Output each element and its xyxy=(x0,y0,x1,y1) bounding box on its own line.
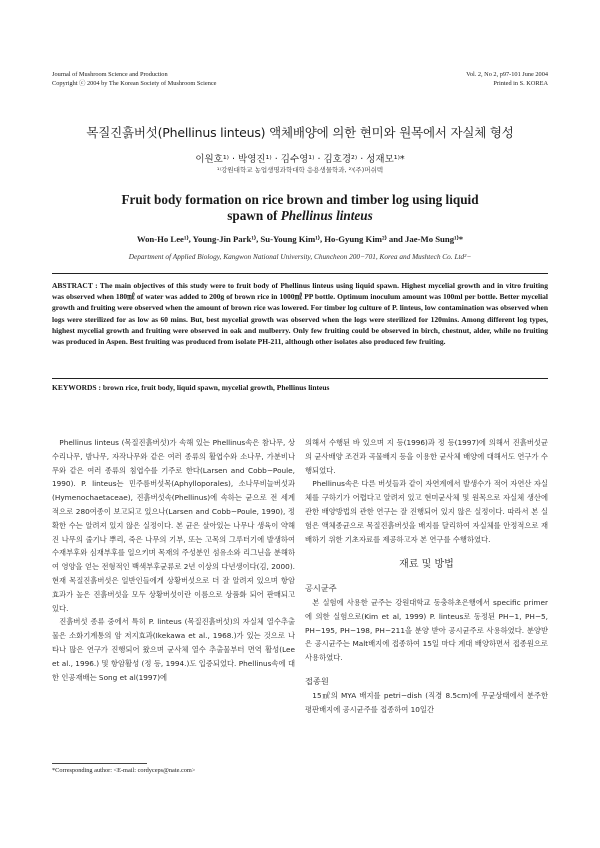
section-heading-materials-methods: 재료 및 방법 xyxy=(399,559,454,571)
journal-name: Journal of Mushroom Science and Production xyxy=(52,71,168,78)
body-paragraph: Phellinus linteus (목질진흙버섯)가 속해 있는 Phellinus속은 참나무, 상수리나무, 밤나무, 자작나무와 같은 여러 종류의 활엽수와 소나무, 가분비나무와 같은 여러 종류의 침엽수를 기주로 한다(Larsen and Cobb−Poule, 1990). P. linteus는 민주름버섯목(Aphylloporales), 소나무비늘버섯과(Hymenochaetaceae), 진흙버섯속(Phellinus)에 속하는 균으로 전 세계적으로 280여종이 보고되고 있으나(Larsen and Cobb−Poule, 1990), 정확한 수는 알려져 있지 않은 실정이다. 본 균은 살아있는 나무나 생육이 약해진 나무의 줄기나 뿌리, 죽은 나무의 기부, 또는 고목의 그루터기에 발생하여 수재부후와 심재부후를 일으키며 목재의 주성분인 섬유소와 리그닌을 분해하여 영양을 얻는 전형적인 백색부후균류로 2년 이상의 다년생이다(김, 2000). 현재 목질진흙버섯은 일반인들에게 상황버섯으로 더 잘 알려져 있으며 항암 효과가 높은 진흙버섯을 모두 상황버섯이란 이름으로 상품화 되어 판매되고 있다. xyxy=(52,438,295,613)
body-paragraph: 15㎖의 MYA 배지를 petri−dish (직경 8.5cm)에 무균상태에서 분주한 평판배지에 공시균주를 접종하여 10일간 xyxy=(305,690,548,714)
keywords-text: brown rice, fruit body, liquid spawn, mycelial growth, Phellinus linteus xyxy=(102,383,330,392)
korean-authors: 이원호¹⁾ · 박영진¹⁾ · 김수영¹⁾ · 김호경²⁾ · 성재모¹⁾* xyxy=(195,154,405,165)
english-title-line2 xyxy=(100,208,500,224)
english-title-line1: Fruit body formation on rice brown and timber log using liquid xyxy=(121,192,479,207)
volume-info: Vol. 2, No 2, p97-101 June 2004 xyxy=(466,71,548,78)
body-paragraph: Phellinus속은 다른 버섯들과 같이 자연계에서 발생수가 적어 자연산 자실체를 구하기가 어렵다고 알려져 있고 현미균사체 및 원목으로 자실체 생산에 관한 배양방법의 관한 연구는 잘 진행되어 있지 않은 실정이다. 따라서 본 실험은 액체종균으로 목질진흙버섯을 배지를 달리하여 자실체를 안정적으로 재배하기 위한 기초자료를 제공하고자 본 연구를 수행하였다. xyxy=(305,479,548,544)
keywords xyxy=(52,383,548,392)
body-paragraph: 본 실험에 사용한 균주는 강원대학교 동충하초은행에서 specific primer에 의한 실험으로(Kim et al, 1999) P. linteus로 동정된 PH−1, PH−5, PH−195, PH−198, PH−211을 분양 받아 공시균주로 사용하였다. 분양받은 공시균주는 Malt배지에 접종하여 15일 마다 계대 배양하면서 접종원으로 사용하였다. xyxy=(305,597,548,663)
subsection-heading-inoculum: 접종원 xyxy=(305,675,329,686)
english-title-prefix: spawn of xyxy=(227,208,281,223)
body-paragraph: 진흙버섯 종류 중에서 특히 P. linteus (목질진흙버섯)의 자실체 열수추출물은 소화기계통의 암 저지효과(Ikekawa et al., 1968.)가 있는 것으로 나타나 많은 연구가 진행되어 왔으며 균사체 열수 추출물부터 면역 활성(Lee et al., 1996.) 및 항암활성 (정 등, 1994.)도 입증되었다. Phellinus속에 대한 인공재배는 Song et al(1997)에 xyxy=(52,617,295,682)
body-column-right xyxy=(305,436,548,716)
body-paragraph: 의해서 수행된 바 있으며 지 등(1996)과 정 등(1997)에 의해서 진흙버섯균의 균사배양 조건과 곡물배지 등을 이용한 균사체 배양에 대해서도 연구가 수행되었다. xyxy=(305,438,548,475)
footnote-rule xyxy=(52,763,147,764)
printed-in: Printed in S. KOREA xyxy=(493,80,548,87)
abstract xyxy=(52,280,548,347)
subsection-heading-strains: 공시균주 xyxy=(305,583,337,594)
english-affiliation: Department of Applied Biology, Kangwon National University, Chuncheon 200−701, Korea and Mushtech Co. Ltd²− xyxy=(128,252,472,261)
journal-header-right xyxy=(466,70,548,88)
journal-header-left xyxy=(52,70,216,88)
corresponding-author-footnote: *Corresponding author: <E-mail: cordyceps@nate.com> xyxy=(52,767,196,774)
abstract-label: ABSTRACT : xyxy=(52,281,98,290)
body-column-left xyxy=(52,436,295,684)
copyright-line: Copyright ⓒ 2004 by The Korean Society of Mushroom Science xyxy=(52,80,217,87)
korean-affiliation: ¹⁾강원대학교 농업생명과학대학 응용생물학과, ²⁾(주)머쉬텍 xyxy=(216,166,384,174)
korean-title: 목질진흙버섯(Phellinus linteus) 액체배양에 의한 현미와 원목에서 자실체 형성 xyxy=(86,125,514,140)
abstract-top-rule xyxy=(52,273,548,274)
abstract-text: The main objectives of this study were to fruit body of Phellinus linteus using liquid spawn. Highest mycelial growth and in vitro fruiting was observed when 180㎖ of water was added to 200g of brown rice in 1000㎖ PP bottle. Optimum inoculum amount was 100ml per bottle. Better mycelial growth and fruiting were observed when the amount of brown rice was lowered. For timber log culture of P. linteus, low contamination was observed when logs were sterilized for as low as 60 mins. But, best mycelial growth was observed when the logs were sterilized for 120mins. Among different log types, highest mycelial growth and fruiting were observed in oak and mulberry. Only few fruiting could be observed in birch, chestnut, alder, while no fruiting was produced in Aspen. Best fruiting was produced from isolate PH-211, although other isolates also produced few fruiting. xyxy=(52,281,548,347)
keywords-label: KEYWORDS : xyxy=(52,383,101,392)
abstract-bottom-rule xyxy=(52,378,548,379)
english-authors: Won-Ho Lee¹⁾, Young-Jin Park¹⁾, Su-Young Kim¹⁾, Ho-Gyung Kim²⁾ and Jae-Mo Sung¹⁾* xyxy=(136,234,464,244)
english-title xyxy=(100,192,500,224)
english-title-species: Phellinus linteus xyxy=(280,208,373,223)
